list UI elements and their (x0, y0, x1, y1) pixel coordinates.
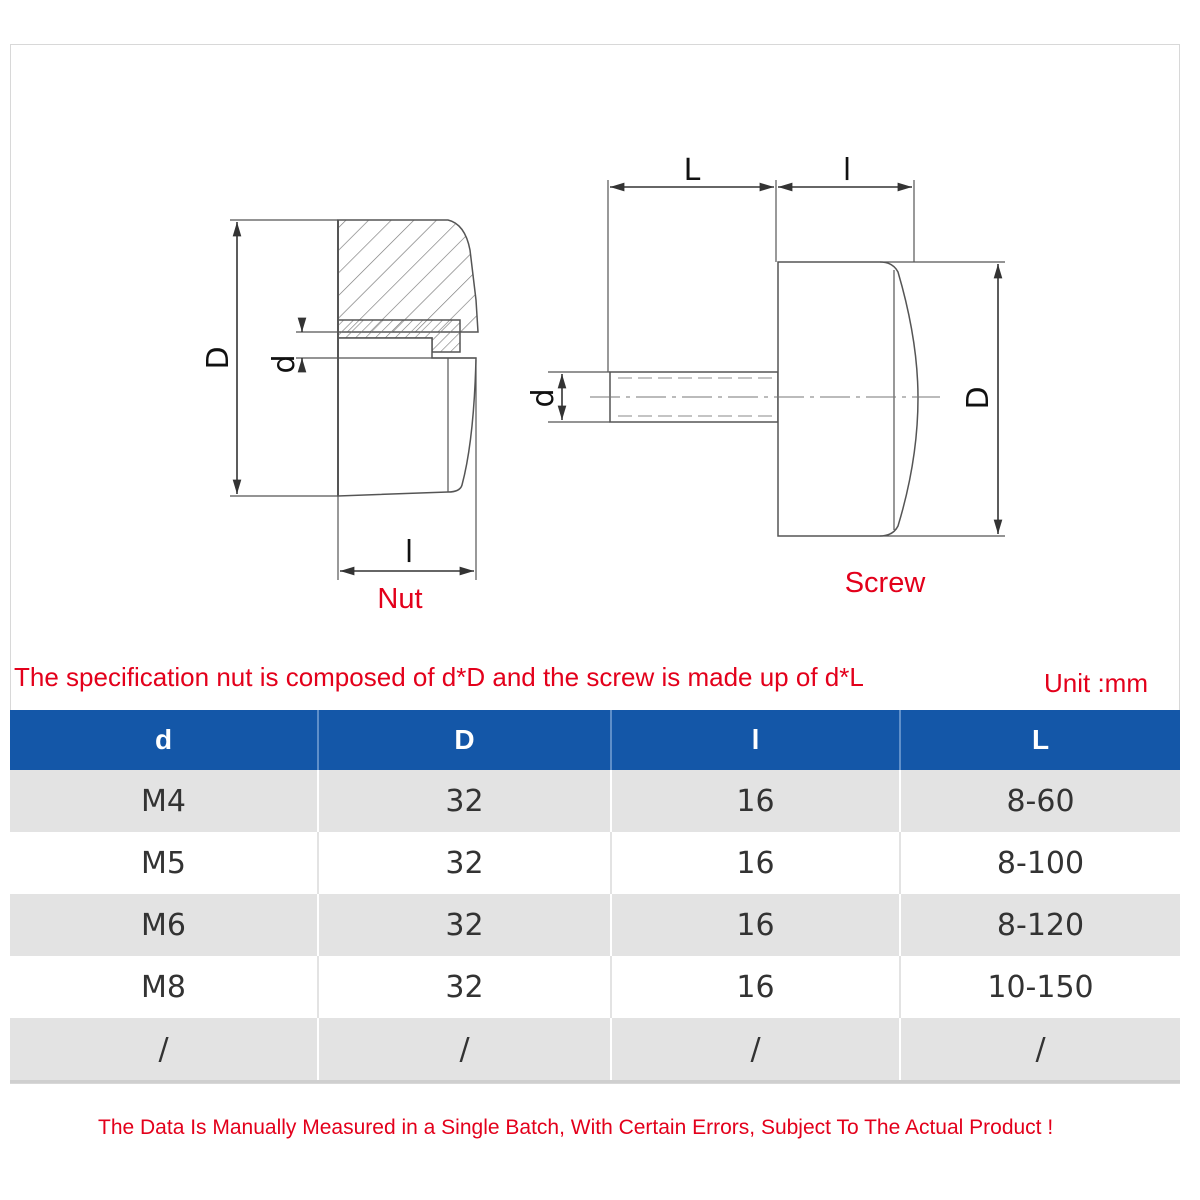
nut-drawing (201, 220, 478, 615)
table-cell: / (318, 1018, 611, 1082)
table-cell: M5 (10, 832, 318, 894)
screw-dim-D-label: D (961, 386, 996, 410)
unit-label: Unit :mm (1044, 668, 1148, 698)
table-cell: 16 (611, 956, 900, 1018)
screw-title: Screw (844, 567, 926, 599)
header-l: l (611, 710, 900, 770)
table-cell: 8-60 (900, 770, 1180, 832)
table-row (10, 1018, 1180, 1082)
header-d: d (10, 710, 318, 770)
table-cell: 32 (318, 894, 611, 956)
screw-dim-d-label: d (526, 388, 561, 408)
header-L: L (900, 710, 1180, 770)
table-cell: 32 (318, 770, 611, 832)
spec-table (10, 710, 1180, 1083)
disclaimer-footnote: The Data Is Manually Measured in a Single Batch, With Certain Errors, Subject To The Actual Product ! (98, 1116, 1054, 1139)
table-cell: M6 (10, 894, 318, 956)
table-cell: 16 (611, 832, 900, 894)
nut-dim-D-label: D (201, 346, 236, 370)
table-cell: / (900, 1018, 1180, 1082)
table-row (10, 894, 1180, 956)
table-cell: 8-100 (900, 832, 1180, 894)
screw-dim-L-label: L (683, 153, 701, 188)
screw-drawing (526, 153, 1005, 599)
spec-caption: The specification nut is composed of d*D and the screw is made up of d*L (14, 662, 864, 692)
nut-body (338, 338, 476, 496)
nut-dim-d-label: d (267, 354, 302, 374)
nut-dim-l-label: l (404, 535, 414, 570)
table-row (10, 956, 1180, 1018)
table-cell: 32 (318, 832, 611, 894)
table-cell: / (611, 1018, 900, 1082)
table-row (10, 832, 1180, 894)
nut-title: Nut (377, 583, 423, 615)
header-D: D (318, 710, 611, 770)
nut-section-hatch (338, 220, 478, 332)
table-cell: / (10, 1018, 318, 1082)
table-cell: 32 (318, 956, 611, 1018)
screw-head (778, 262, 918, 536)
table-header-row (10, 710, 1180, 770)
screw-dim-l-label: l (842, 153, 852, 188)
table-cell: 8-120 (900, 894, 1180, 956)
table-cell: M8 (10, 956, 318, 1018)
table-cell: 16 (611, 894, 900, 956)
table-cell: M4 (10, 770, 318, 832)
table-row (10, 770, 1180, 832)
table-cell: 10-150 (900, 956, 1180, 1018)
table-cell: 16 (611, 770, 900, 832)
